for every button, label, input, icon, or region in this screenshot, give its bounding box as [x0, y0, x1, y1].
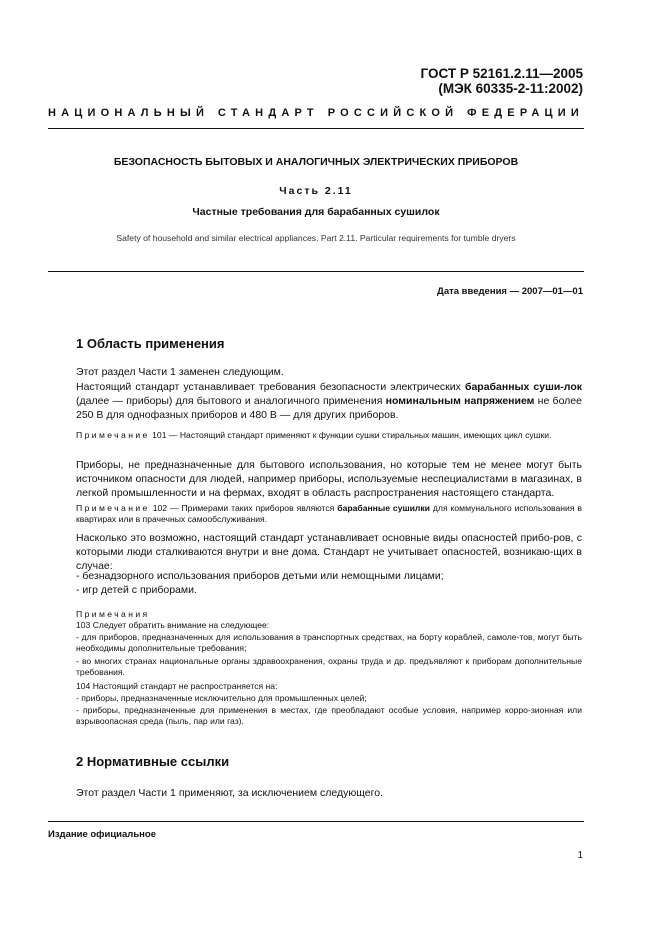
note-104-item-a: - приборы, предназначенные исключительно для промышленных целей;: [76, 693, 367, 703]
document-subtitle: Частные требования для барабанных сушилок: [192, 206, 440, 218]
list-item: - безнадзорного использования приборов детьми или немощными лицами;: [76, 570, 444, 582]
note-102: Примечание 102 — Примерами таких приборов являются барабанные сушилки для коммунального использования в квартирах или в прачечных самообслуживания.: [76, 503, 582, 525]
section-1-heading: 1 Область применения: [76, 336, 225, 351]
section-1-paragraph-4: Насколько это возможно, настоящий стандарт устанавливает основные виды опасностей прибо-ров, с которыми люди сталкиваются внутри и вне дома. Стандарт не учитывает опасностей, возникаю-щих в случае:: [76, 532, 582, 572]
header-rule: [48, 128, 584, 129]
footer-rule: [48, 821, 584, 822]
list-item: - игр детей с приборами.: [76, 583, 197, 596]
hazard-list: [76, 570, 582, 598]
national-standard-banner: НАЦИОНАЛЬНЫЙ СТАНДАРТ РОССИЙСКОЙ ФЕДЕРАЦИИ: [48, 107, 584, 119]
standard-code-iec: (МЭК 60335-2-11:2002): [438, 81, 583, 96]
official-edition-label: Издание официальное: [48, 829, 156, 840]
note-103-item-a: - для приборов, предназначенных для использования в транспортных средствах, на борту кораблей, самоле-тов, могут быть необходимы дополнительные требования;: [76, 632, 582, 654]
note-103-item-b: - во многих странах национальные органы здравоохранения, охраны труда и др. предъявляют к приборам дополнительные требования.: [76, 656, 582, 678]
section-1-paragraph-3: Приборы, не предназначенные для бытового использования, но которые тем не менее могут быть источником опасности для людей, например приборы, используемые неспециалистами в магазинах, в легкой промышленности и на фермах, входят в область распространения настоящего стандарта.: [76, 459, 582, 499]
section-2-heading: 2 Нормативные ссылки: [76, 754, 230, 769]
section-1-paragraph-1: Этот раздел Части 1 заменен следующим.: [76, 366, 284, 378]
standard-code: [421, 66, 584, 96]
standard-code-gost: ГОСТ Р 52161.2.11—2005: [420, 66, 583, 81]
note-104-item-b: - приборы, предназначенные для применения в местах, где преобладают особые условия, например корро-зионная или взрывоопасная среда (пыль, пар или газ).: [76, 705, 582, 727]
document-title: БЕЗОПАСНОСТЬ БЫТОВЫХ И АНАЛОГИЧНЫХ ЭЛЕКТРИЧЕСКИХ ПРИБОРОВ: [113, 156, 519, 168]
note-104: 104 Настоящий стандарт не распространяется на:: [76, 681, 278, 691]
title-rule: [48, 271, 584, 272]
page-number: 1: [577, 850, 583, 861]
section-2-paragraph-1: Этот раздел Части 1 применяют, за исключением следующего.: [76, 787, 383, 799]
introduction-date: Дата введения — 2007—01—01: [437, 286, 583, 297]
part-number: Часть 2.11: [279, 185, 353, 197]
notes-label: Примечания: [76, 609, 150, 619]
note-103: 103 Следует обратить внимание на следующее:: [76, 620, 270, 630]
note-101: Примечание 101 — Настоящий стандарт применяют к функции сушки стиральных машин, имеющих цикл сушки.: [76, 430, 552, 440]
section-1-paragraph-2: Настоящий стандарт устанавливает требования безопасности электрических барабанных суши-лок (далее — приборы) для бытового и аналогичного применения номинальным напряжением не более 250 В для однофазных приборов и 480 В — для других приборов.: [76, 381, 582, 421]
english-title: Safety of household and similar electrical appliances. Part 2.11. Particular requirements for tumble dryers: [116, 233, 516, 243]
